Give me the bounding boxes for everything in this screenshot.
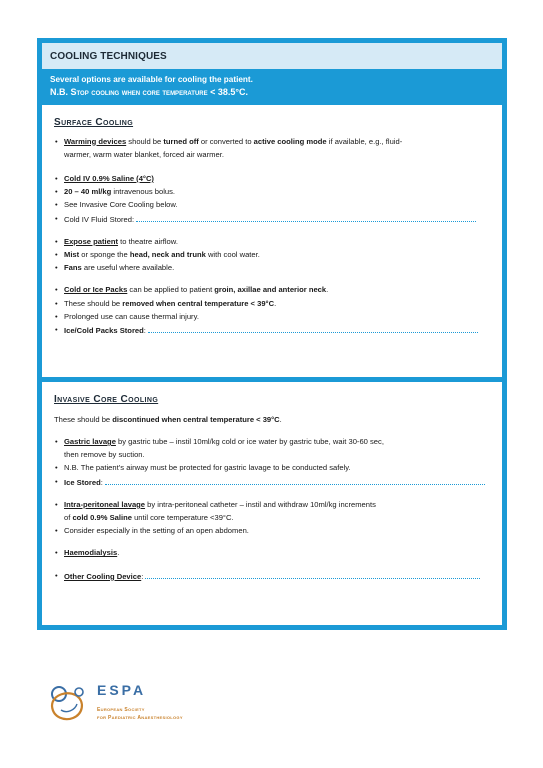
list-item: • Cold or Ice Packs can be applied to patient groin, axillae and anterior neck. bbox=[54, 283, 490, 296]
list-item: • Consider especially in the setting of an open abdomen. bbox=[54, 524, 490, 537]
cooling-techniques-card bbox=[37, 38, 507, 630]
list-item-continuation: warmer, warm water blanket, forced air warmer. bbox=[64, 149, 224, 159]
espa-logo bbox=[47, 680, 247, 730]
list-item: • Ice/Cold Packs Stored: bbox=[54, 323, 490, 337]
section-heading-invasive: Invasive Core Cooling bbox=[54, 394, 159, 405]
card-title: COOLING TECHNIQUES bbox=[42, 43, 502, 69]
fill-in-line[interactable] bbox=[148, 323, 478, 333]
intro-line-2: N.B. Stop cooling when core temperature < 38.5°C. bbox=[50, 87, 248, 97]
list-item: • Haemodialysis. bbox=[54, 546, 490, 559]
logo-name: ESPA bbox=[97, 682, 147, 698]
espa-logo-icon bbox=[47, 680, 95, 724]
fill-in-line[interactable] bbox=[145, 569, 480, 579]
section-heading-surface: Surface Cooling bbox=[54, 117, 134, 128]
list-item: • N.B. The patient’s airway must be protected for gastric lavage to be conducted safely. bbox=[54, 461, 490, 474]
list-item: • See Invasive Core Cooling below. bbox=[54, 198, 490, 211]
list-item: • Expose patient to theatre airflow. bbox=[54, 235, 490, 248]
logo-tagline-1: European Society bbox=[97, 707, 145, 713]
list-item: • Mist or sponge the head, neck and trunk with cool water. bbox=[54, 248, 490, 261]
list-item-continuation: of cold 0.9% Saline until core temperature <39°C. bbox=[64, 513, 234, 523]
list-item: • Gastric lavage by gastric tube – instil 10ml/kg cold or ice water by gastric tube, wait 30-60 sec, bbox=[54, 435, 490, 448]
intro-line-1: Several options are available for cooling the patient. bbox=[50, 75, 253, 84]
invasive-cooling-panel bbox=[42, 382, 502, 625]
list-item: • Cold IV Fluid Stored: bbox=[54, 212, 490, 226]
list-item: • Intra-peritoneal lavage by intra-peritoneal catheter – instil and withdraw 10ml/kg increments bbox=[54, 498, 490, 511]
section-intro: These should be discontinued when central temperature < 39°C. bbox=[54, 415, 282, 424]
list-item: • Prolonged use can cause thermal injury. bbox=[54, 310, 490, 323]
fill-in-line[interactable] bbox=[105, 475, 485, 485]
list-item: • Other Cooling Device: bbox=[54, 569, 490, 583]
list-item: • Warming devices should be turned off or converted to active cooling mode if available, e.g., fluid- bbox=[54, 135, 490, 148]
list-item: • 20 – 40 ml/kg intravenous bolus. bbox=[54, 185, 490, 198]
list-item: • Ice Stored: bbox=[54, 475, 490, 489]
fill-in-line[interactable] bbox=[136, 212, 476, 222]
surface-cooling-panel bbox=[42, 105, 502, 377]
list-item: • Cold IV 0.9% Saline (4°C) bbox=[54, 172, 490, 185]
intro-text bbox=[50, 73, 490, 99]
list-item: • Fans are useful where available. bbox=[54, 261, 490, 274]
list-item: • These should be removed when central temperature < 39°C. bbox=[54, 297, 490, 310]
logo-tagline-2: for Paediatric Anaesthesiology bbox=[97, 715, 183, 721]
list-item-continuation: then remove by suction. bbox=[64, 450, 145, 460]
